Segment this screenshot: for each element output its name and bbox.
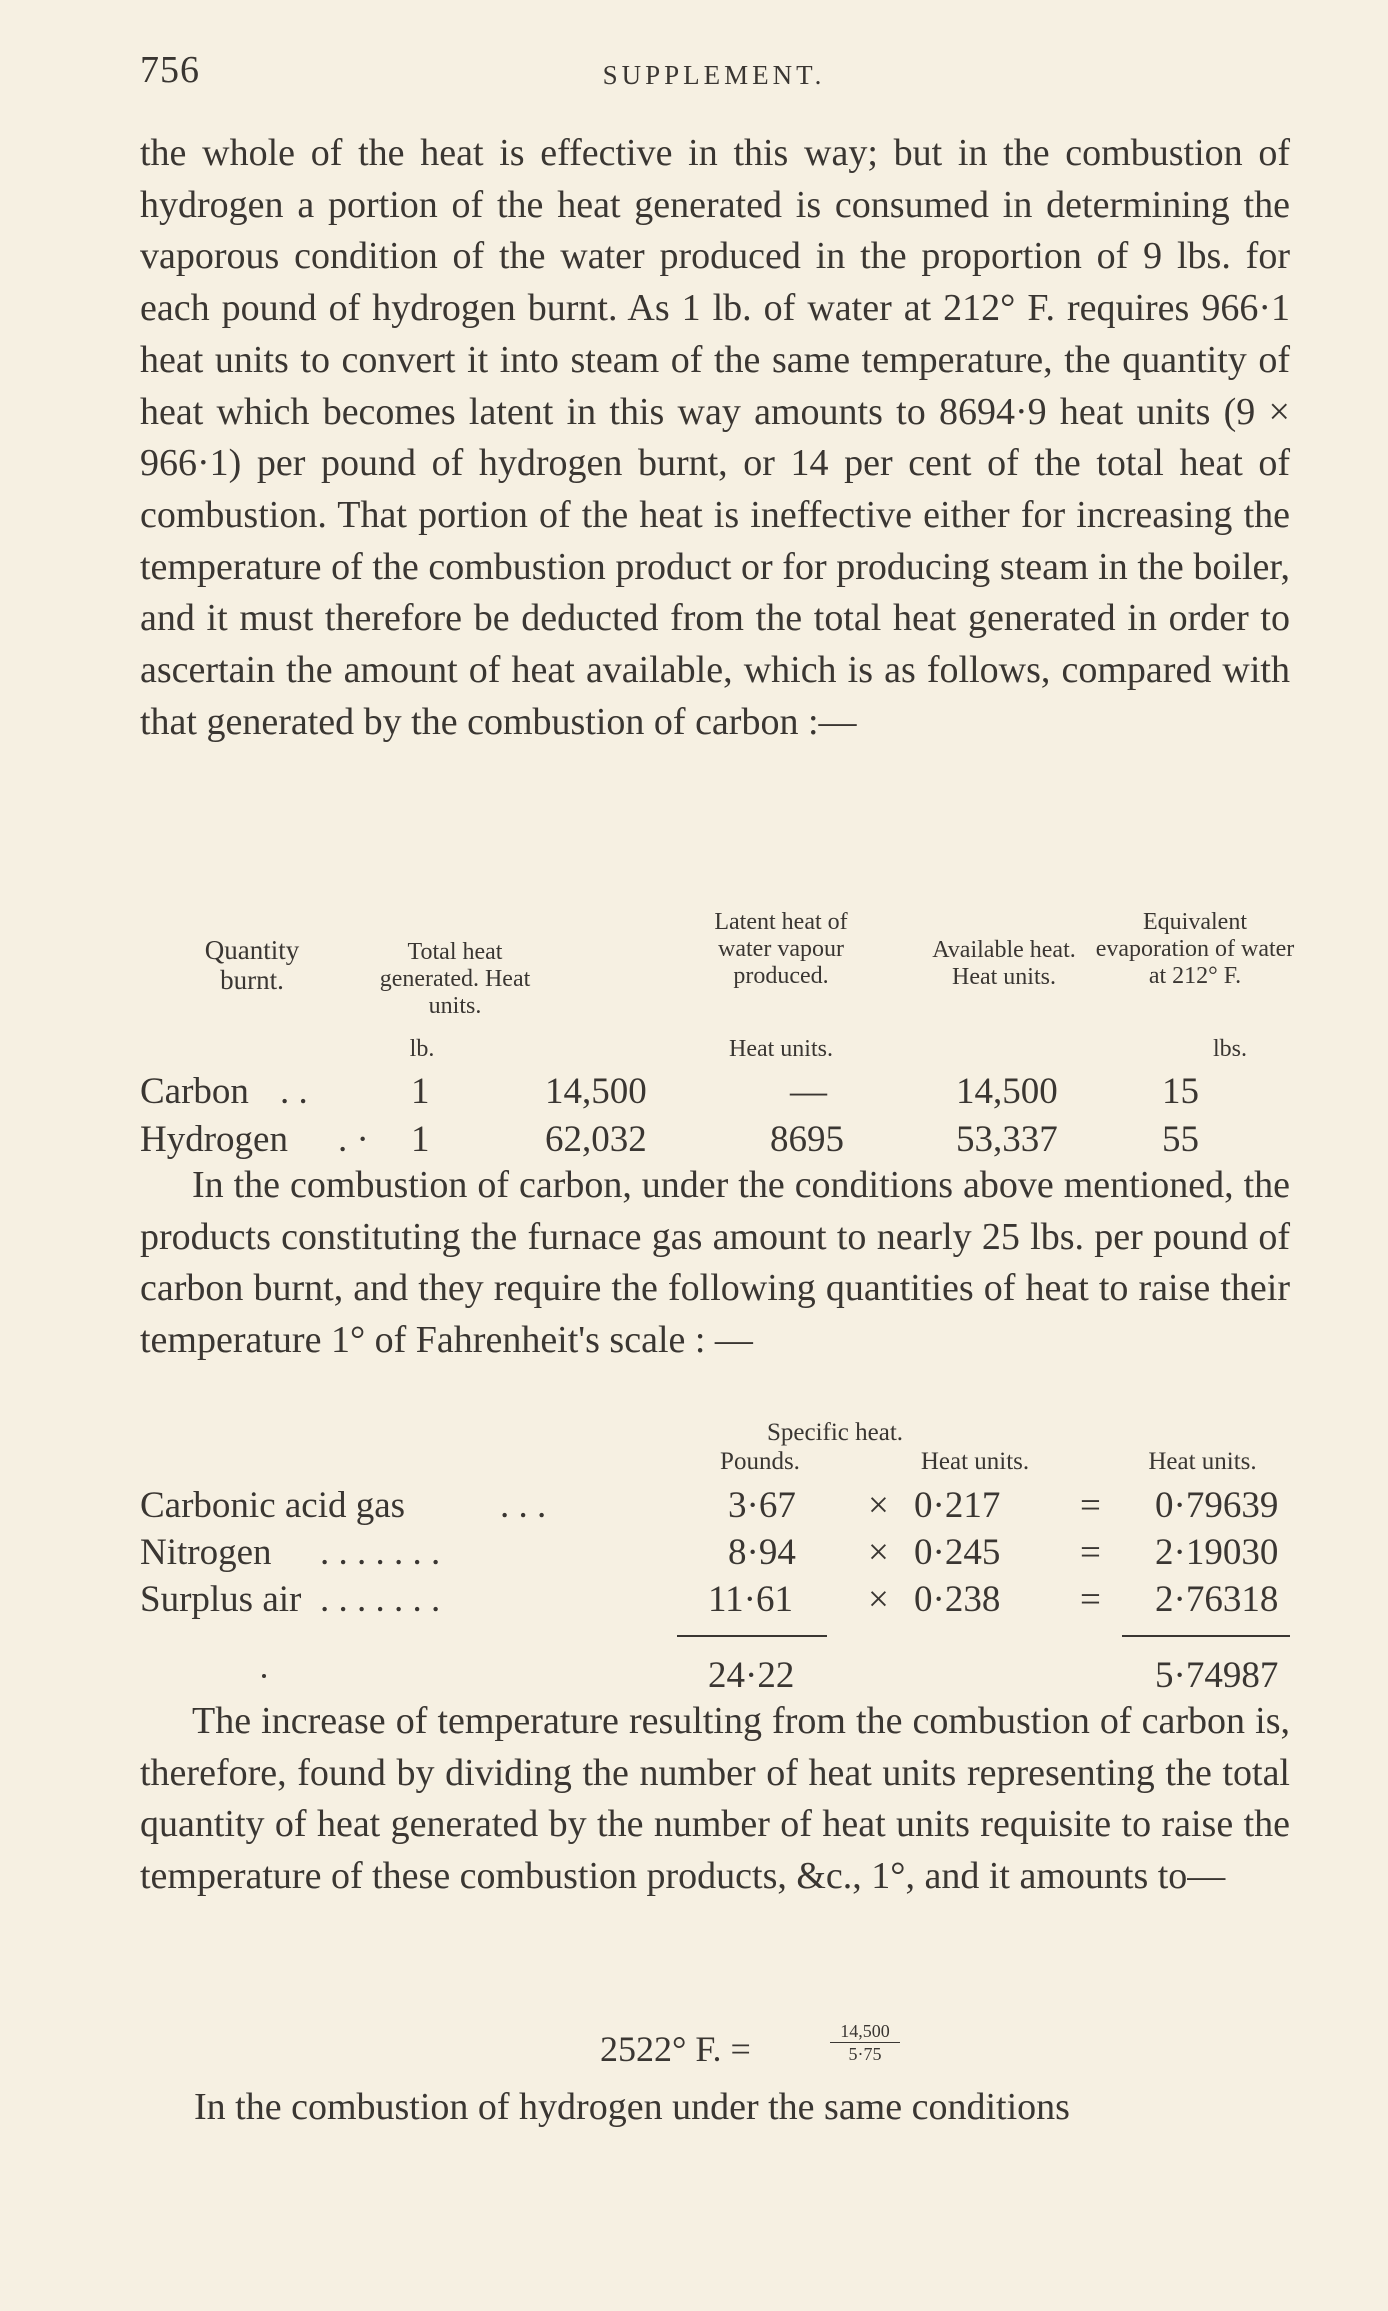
table-row [140, 1531, 1290, 1579]
heat-sum-rule [1122, 1635, 1290, 1637]
times-sign: × [868, 1579, 889, 1620]
pounds-value: 8·94 [728, 1532, 796, 1573]
quantity-unit: lb. [409, 1036, 435, 1062]
specific-heat-value: 0·238 [914, 1579, 1001, 1620]
table-row [140, 1578, 1290, 1626]
pounds-value: 3·67 [728, 1485, 796, 1526]
equals-sign: = [1080, 1485, 1101, 1526]
header-equivalent-evaporation: Equivalent evaporation of water at 212° F. [1095, 909, 1295, 989]
header-specific-heat: Specific heat. [766, 1419, 904, 1446]
equals-sign: = [1080, 1579, 1101, 1620]
header-pounds: Pounds. [720, 1448, 800, 1475]
table-row [140, 1070, 1290, 1118]
pounds-value: 11·61 [708, 1579, 793, 1620]
latent-heat-value: 8695 [770, 1119, 844, 1160]
table-row [140, 1484, 1290, 1532]
pounds-sum-rule [677, 1635, 827, 1637]
total-pounds: 24·22 [708, 1655, 795, 1696]
total-heat-units: 5·74987 [1155, 1655, 1279, 1696]
paragraph-temperature-increase: The increase of temperature resulting from the combustion of carbon is, therefore, found by dividing the number of heat units representing the total quantity of heat generated by the number of heat units requisite to raise the temperature of these combustion products, &c., 1°, and it amounts to— [140, 1700, 1290, 1898]
table-row [140, 1118, 1290, 1166]
specific-heat-value: 0·245 [914, 1532, 1001, 1573]
latent-unit: Heat units. [729, 1036, 833, 1062]
combustion-comparison-table [140, 903, 1295, 1160]
page-header [140, 48, 1288, 98]
header-available-heat: Available heat. Heat units. [932, 937, 1076, 990]
specific-heat-table [140, 1414, 1290, 1704]
dot-leader: . · [338, 1119, 369, 1160]
paragraph-combustion-products: In the combustion of carbon, under the conditions above mentioned, the products constituting the furnace gas amount to nearly 25 lbs. per pound of carbon burnt, and they require the following quantities of heat to raise their temperature 1° of Fahrenheit's scale : — [140, 1164, 1290, 1362]
total-heat-value: 62,032 [545, 1119, 647, 1160]
temperature-formula [600, 2020, 900, 2080]
formula-fraction [830, 2020, 900, 2065]
available-heat-value: 53,337 [956, 1119, 1058, 1160]
heat-units-value: 0·79639 [1155, 1485, 1279, 1526]
formula-numerator: 14,500 [830, 2020, 900, 2043]
header-latent-heat: Latent heat of water vapour produced. [714, 909, 848, 989]
times-sign: × [868, 1532, 889, 1573]
header-quantity-burnt: Quantity burnt. [204, 935, 300, 995]
equivalent-unit: lbs. [1212, 1036, 1247, 1062]
page-number: 756 [140, 49, 200, 91]
quantity-value: 1 [411, 1071, 430, 1112]
gas-name: Surplus air [140, 1579, 302, 1620]
available-heat-value: 14,500 [956, 1071, 1058, 1112]
heat-units-value: 2·76318 [1155, 1579, 1279, 1620]
formula-denominator: 5·75 [848, 2044, 882, 2064]
equals-sign: = [1080, 1532, 1101, 1573]
header-specific-unit: Heat units. [920, 1448, 1030, 1475]
quantity-value: 1 [411, 1119, 430, 1160]
substance-name: Hydrogen [140, 1119, 288, 1160]
total-heat-value: 14,500 [545, 1071, 647, 1112]
dot-leader: . . . . . . . [320, 1579, 441, 1620]
header-total-heat: Total heat generated. Heat units. [379, 939, 531, 1019]
dot-leader: . . . . . . . [320, 1532, 441, 1573]
stray-dot [262, 1674, 266, 1678]
paragraph-heat-effective: the whole of the heat is effective in this way; but in the combustion of hydrogen a portion of the heat generated is consumed in determining the vaporous condition of the water produced in the proportion of 9 lbs. for each pound of hydrogen burnt. As 1 lb. of water at 212° F. requires 966·1 heat units to convert it into steam of the same temperature, the quantity of heat which becomes latent in this way amounts to 8694·9 heat units (9 × 966·1) per pound of hydrogen burnt, or 14 per cent of the total heat of combustion. That portion of the heat is ineffective either for increasing the temperature of the combustion product or for producing steam in the boiler, and it must therefore be deducted from the total heat generated in order to ascertain the amount of heat available, which is as follows, compared with that generated by the combustion of carbon :— [140, 132, 1290, 743]
gas-name: Nitrogen [140, 1532, 272, 1573]
dot-leader: . . [280, 1071, 308, 1112]
substance-name: Carbon [140, 1071, 249, 1112]
formula-result: 2522° F. = [600, 2029, 751, 2069]
equivalent-value: 55 [1162, 1119, 1199, 1160]
header-heat-units: Heat units. [1148, 1448, 1257, 1475]
specific-heat-value: 0·217 [914, 1485, 1001, 1526]
equivalent-value: 15 [1162, 1071, 1199, 1112]
gas-name: Carbonic acid gas [140, 1485, 406, 1526]
times-sign: × [868, 1485, 889, 1526]
latent-heat-value: — [790, 1071, 827, 1112]
dot-leader: . . . [500, 1485, 547, 1526]
heat-units-value: 2·19030 [1155, 1532, 1279, 1573]
running-title: SUPPLEMENT. [602, 60, 826, 90]
paragraph-hydrogen-combustion: In the combustion of hydrogen under the same conditions [194, 2086, 1070, 2128]
